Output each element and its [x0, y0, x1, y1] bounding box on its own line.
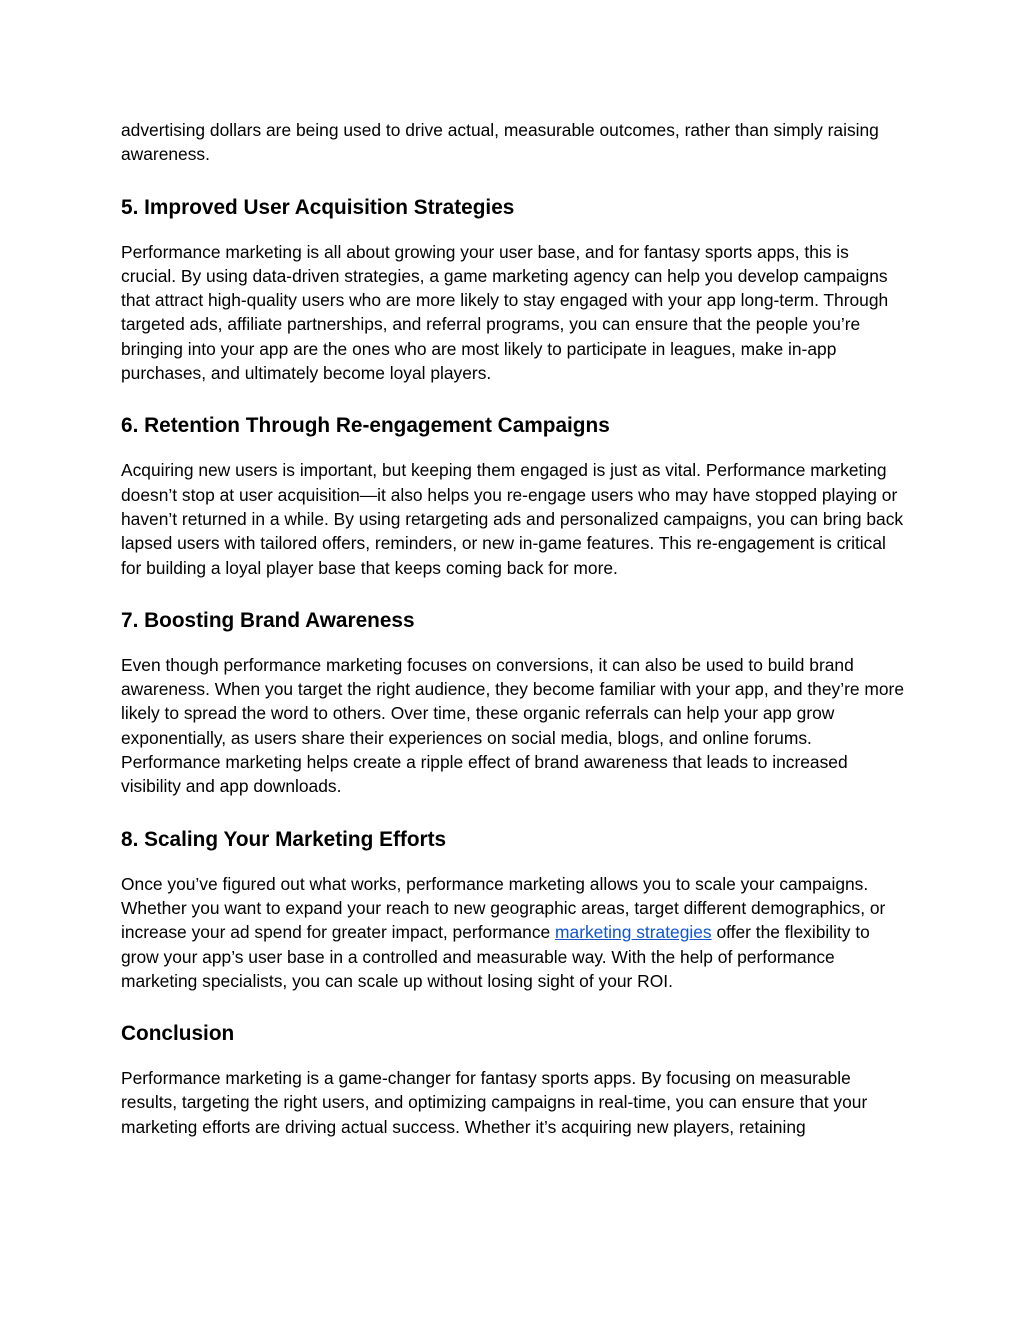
section-conclusion — [121, 1020, 906, 1139]
section-heading: 7. Boosting Brand Awareness — [121, 608, 415, 632]
section-heading: 5. Improved User Acquisition Strategies — [121, 195, 515, 219]
section-heading: 8. Scaling Your Marketing Efforts — [121, 827, 447, 851]
section-user-acquisition — [121, 194, 906, 386]
paragraph-text-before-link: Once you’ve figured out what works, performance marketing allows you to scale your campaigns. Whether you want to expand your reach to new geographic areas, target different demographics, or increase your ad spend for greater impact, performance — [121, 873, 886, 943]
document-page — [121, 118, 906, 1139]
section-paragraph: Performance marketing is a game-changer for fantasy sports apps. By focusing on measurable results, targeting the right users, and optimizing campaigns in real-time, you can ensure that your marketing efforts are driving actual success. Whether it’s acquiring new players, retaining — [121, 1068, 868, 1137]
paragraph-text-after-link: offer the flexibility to grow your app’s user base in a controlled and measurable way. With the help of performance marketing specialists, you can scale up without losing sight of your ROI. — [121, 922, 870, 991]
section-brand-awareness — [121, 607, 906, 799]
section-heading: Conclusion — [121, 1022, 235, 1046]
section-scaling — [121, 826, 906, 993]
section-paragraph: Even though performance marketing focuses on conversions, it can also be used to build brand awareness. When you target the right audience, they become familiar with your app, and they’re more likely to spread the word to others. Over time, these organic referrals can help your app grow exponentially, as users share their experiences on social media, blogs, and online forums. Performance marketing helps create a ripple effect of brand awareness that leads to increased visibility and app downloads. — [121, 654, 904, 797]
section-paragraph: Performance marketing is all about growing your user base, and for fantasy sports apps, this is crucial. By using data-driven strategies, a game marketing agency can help you develop campaigns that attract high-quality users who are more likely to stay engaged with your app long-term. Through targeted ads, affiliate partnerships, and referral programs, you can ensure that the people you’re bringing into your app are the ones who are most likely to participate in leagues, make in-app purchases, and ultimately become loyal players. — [121, 241, 889, 384]
section-paragraph: Acquiring new users is important, but keeping them engaged is just as vital. Performance marketing doesn’t stop at user acquisition—it also helps you re-engage users who may have stopped playing or haven’t returned in a while. By using retargeting ads and personalized campaigns, you can bring back lapsed users with tailored offers, reminders, or new in-game features. This re-engagement is critical for building a loyal player base that keeps coming back for more. — [121, 460, 904, 578]
intro-paragraph: advertising dollars are being used to drive actual, measurable outcomes, rather than simply raising awareness. — [121, 120, 879, 165]
marketing-strategies-link[interactable]: marketing strategies — [555, 922, 712, 943]
section-retention — [121, 412, 906, 579]
section-paragraph — [121, 872, 906, 993]
section-heading: 6. Retention Through Re-engagement Campaigns — [121, 414, 610, 438]
